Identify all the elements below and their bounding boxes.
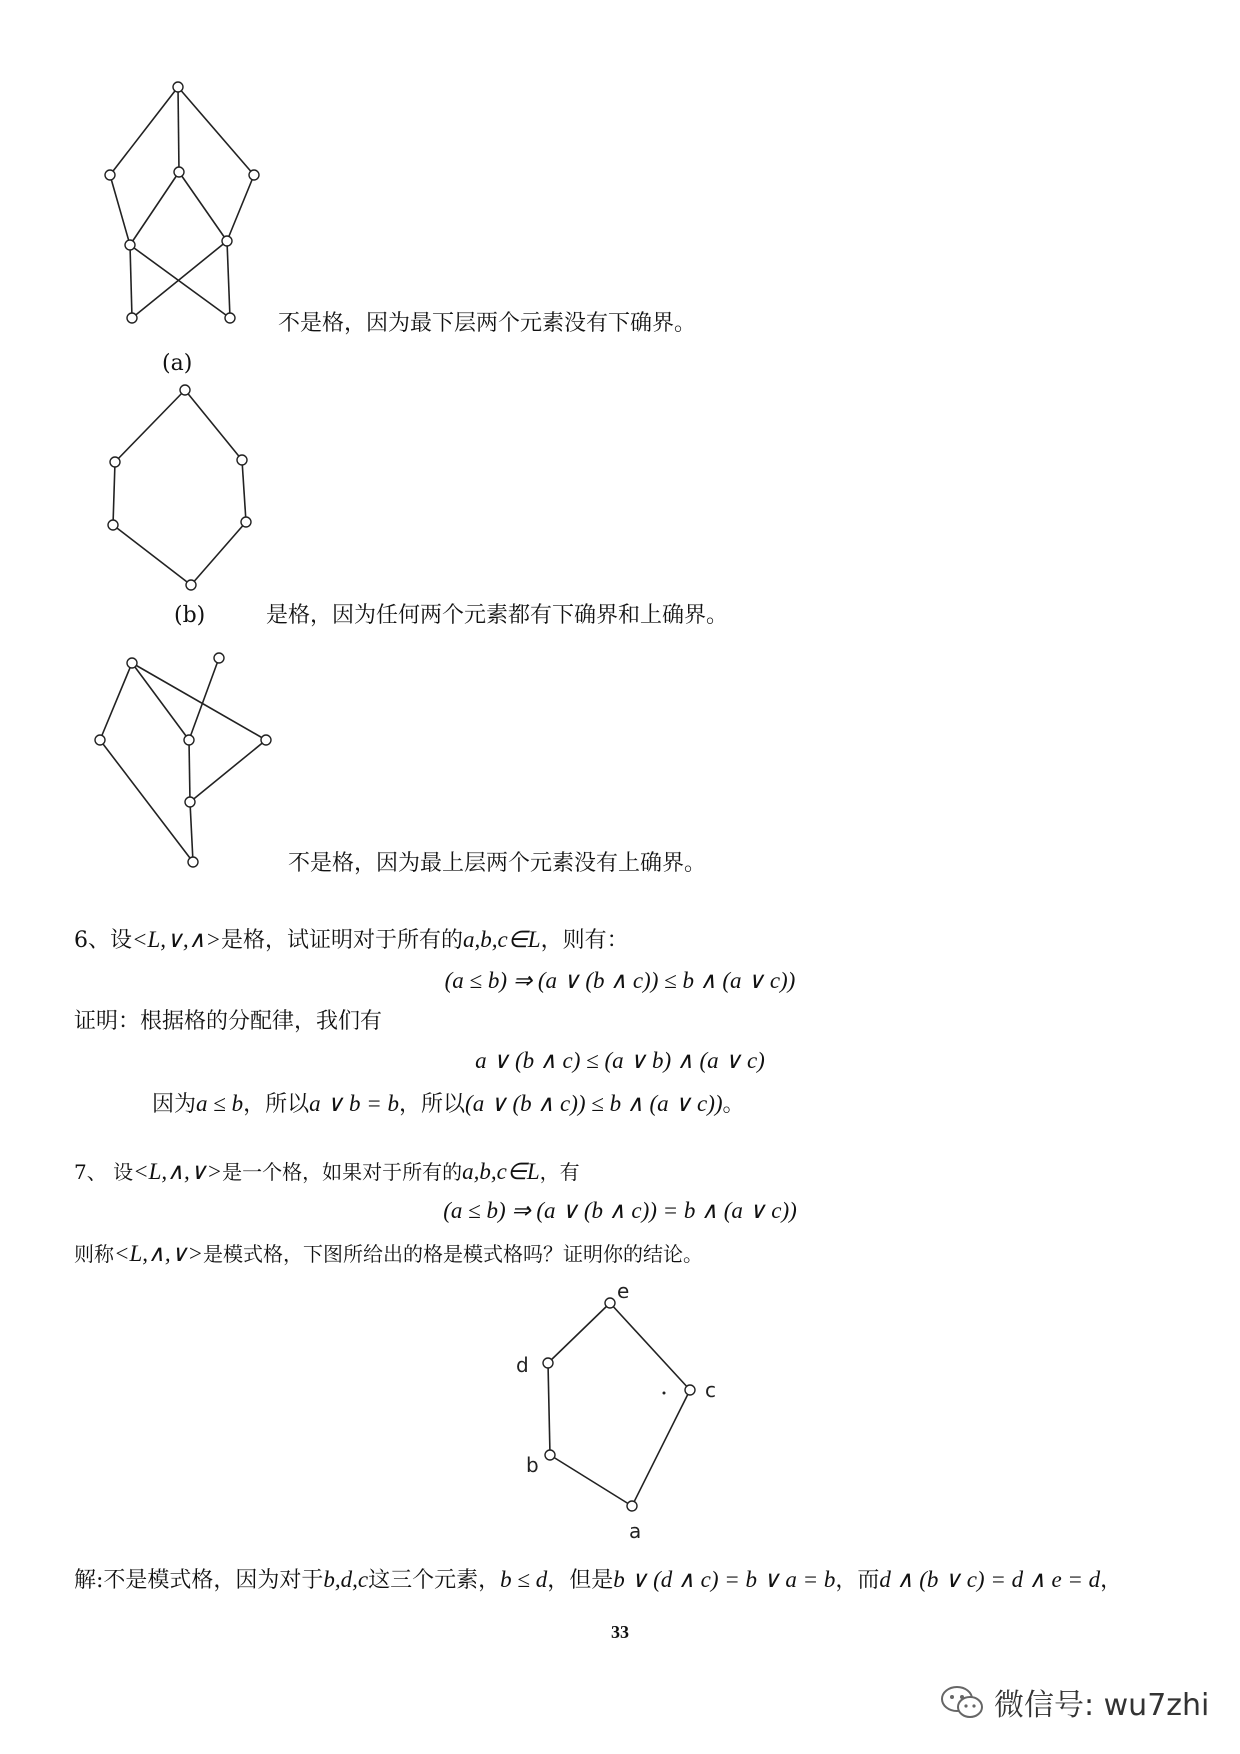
answer-m3: b ∨ (d ∧ c) = b ∨ a = b <box>613 1567 836 1592</box>
q6-proof-head: 证明：根据格的分配律，我们有 <box>74 1009 383 1034</box>
q7-elements: a,b,c∈L <box>462 1159 540 1184</box>
q6-lattice-symbol: <L,∨,∧> <box>132 927 222 952</box>
fig-a-label: (a) <box>162 351 193 376</box>
q6-proof-m3: (a ∨ (b ∧ c)) ≤ b ∧ (a ∨ c)) <box>465 1091 723 1116</box>
page-number: 33 <box>611 1622 629 1642</box>
q7-line2-symbol: <L,∧,∨> <box>114 1241 204 1266</box>
answer-text-d: ，而 <box>835 1568 880 1593</box>
q6-proof-m2: a ∨ b = b <box>309 1091 400 1116</box>
node-c-label: c <box>705 1378 716 1402</box>
q6-proof-formula: a ∨ (b ∧ c) ≤ (a ∨ b) ∧ (a ∨ c) <box>475 1048 765 1073</box>
node-b-label: b <box>526 1453 539 1477</box>
answer-m4: d ∧ (b ∨ c) = d ∧ e = d <box>879 1567 1101 1592</box>
q7-intro-a: 7、 设 <box>74 1160 134 1184</box>
q7-answer <box>74 1566 1122 1595</box>
node-d-label: d <box>516 1353 529 1377</box>
fig-b-caption: 是格，因为任何两个元素都有下确界和上确界。 <box>266 603 729 628</box>
q6-proof-m1: a ≤ b <box>196 1091 244 1116</box>
node-e-label: e <box>617 1279 630 1303</box>
q6-proof-text-c: ，所以 <box>399 1092 466 1117</box>
fig-c-caption: 不是格，因为最上层两个元素没有上确界。 <box>288 851 707 876</box>
q7-line2-a: 则称 <box>74 1242 114 1266</box>
answer-text-c: ，但是 <box>547 1568 614 1593</box>
q6-formula: (a ≤ b) ⇒ (a ∨ (b ∧ c)) ≤ b ∧ (a ∨ c)) <box>444 968 796 993</box>
wechat-icon <box>940 1685 984 1719</box>
q6-proof-text-d: 。 <box>722 1092 745 1117</box>
q6-proof-text-a: 因为 <box>152 1092 197 1117</box>
q6-intro-b: 是格，试证明对于所有的 <box>221 928 464 953</box>
q7-lattice-symbol: <L,∧,∨> <box>133 1159 223 1184</box>
node-a-label: a <box>629 1519 642 1543</box>
q7-line2-b: 是模式格，下图所给出的格是模式格吗？证明你的结论。 <box>203 1242 704 1266</box>
answer-text-a: 解:不是模式格，因为对于 <box>74 1568 324 1593</box>
answer-m1: b,d,c <box>323 1567 369 1592</box>
q6-elements: a,b,c∈L <box>463 927 541 952</box>
answer-text-b: 这三个元素， <box>368 1568 501 1593</box>
q6-proof-text-b: ，所以 <box>243 1092 310 1117</box>
q7-formula: (a ≤ b) ⇒ (a ∨ (b ∧ c)) = b ∧ (a ∨ c)) <box>443 1198 797 1223</box>
answer-m2: b ≤ d <box>500 1567 548 1592</box>
q7-intro-c: ，有 <box>539 1160 580 1184</box>
answer-text-e: ， <box>1100 1568 1123 1593</box>
q6-intro-c: ，则有： <box>540 928 629 953</box>
fig-a-caption: 不是格，因为最下层两个元素没有下确界。 <box>278 311 697 336</box>
watermark-text: 微信号: wu7zhi <box>994 1688 1210 1723</box>
q6-intro-a: 6、设 <box>74 928 132 953</box>
watermark <box>940 1680 1209 1724</box>
fig-b-label: (b) <box>174 603 206 628</box>
q7-intro-b: 是一个格，如果对于所有的 <box>222 1160 463 1184</box>
